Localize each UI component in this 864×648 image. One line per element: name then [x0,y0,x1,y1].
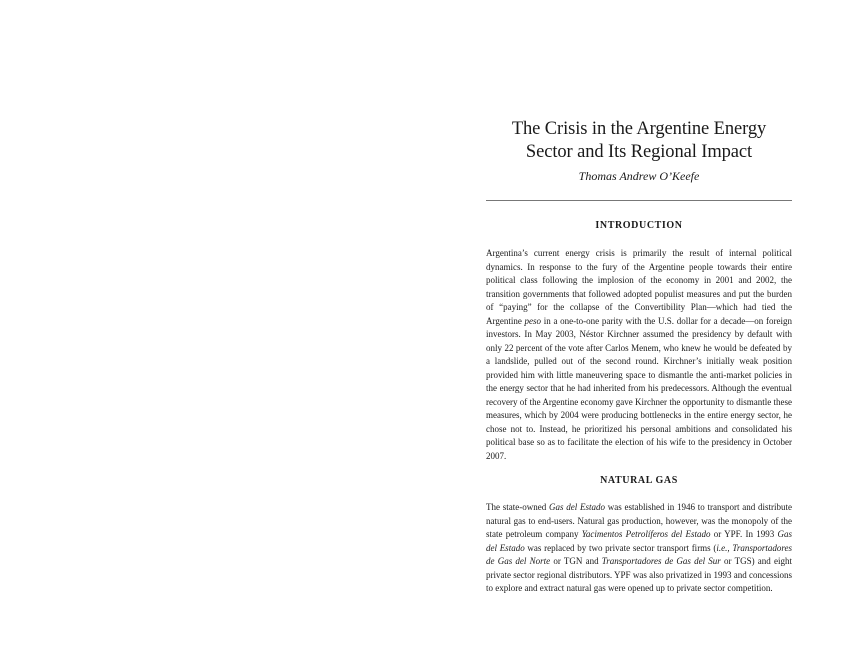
intro-italic-peso: peso [524,315,542,326]
section-heading-natural-gas: NATURAL GAS [600,475,678,486]
title-divider [486,200,792,201]
author-name: Thomas Andrew O’Keefe [578,169,700,183]
introduction-paragraph [486,247,792,463]
intro-text-1: Argentina’s current energy crisis is primarily the result of internal political dynamics. In response to the fury of the Argentine people towards their entire political class following the implosion of the economy in 2001 and 2002, the transition governments that followed adopted populist measures and put the burden of “paying” for the collapse of the Convertibility Plan—which had tied the Argentine [486,248,792,326]
gas-text-3: or YPF. In 1993 [710,529,778,539]
gas-text-2: was established in 1946 to transport and distribute natural gas to end-users. Natural gas production, however, was the monopoly of the state petroleum company [486,502,792,539]
gas-italic-1: Gas del Estado [548,502,605,512]
gas-text-4: was replaced by two private sector transport firms ( [524,542,717,553]
title-line-1: The Crisis in the Argentine Energy [511,119,767,139]
gas-italic-5: Transportadores de Gas del Sur [601,556,721,566]
gas-text-5: or TGN and [550,556,602,566]
article-title [486,118,792,164]
gas-text-1: The state-owned [486,502,549,512]
intro-text-2: in a one-to-one parity with the U.S. dollar for a decade—on foreign investors. In May 2003, Néstor Kirchner assumed the presidency by default with only 22 percent of the vote after Carlos Menem, who knew he would be defeated by a landslide, pulled out of the second round. Kirchner’s initially weak position provided him with little maneuvering space to dismantle the anti-market policies in the energy sector that he had inherited from his predecessors. Although the eventual recovery of the Argentine economy gave Kirchner the opportunity to dismantle these measures, which by 2004 were producing bottlenecks in the entire energy sector, he chose not to. Instead, he prioritized his personal ambitions and consolidated his political base so as to facilitate the election of his wife to the presidency in October 2007. [486,315,793,461]
section-heading-introduction: INTRODUCTION [595,220,683,231]
gas-italic-4: i.e., Transportadores de Gas del Norte [486,542,793,566]
title-line-2: Sector and Its Regional Impact [525,142,753,162]
article-page [486,118,792,596]
gas-text-6: or TGS) and eight private sector regional distributors. YPF was also privatized in 1993 and concessions to explore and extract natural gas were opened up to private sector competition. [486,556,792,593]
gas-italic-2: Yacimentos Petrolíferos del Estado [581,529,711,539]
natural-gas-paragraph [486,501,792,596]
gas-italic-3: Gas del Estado [486,529,792,553]
